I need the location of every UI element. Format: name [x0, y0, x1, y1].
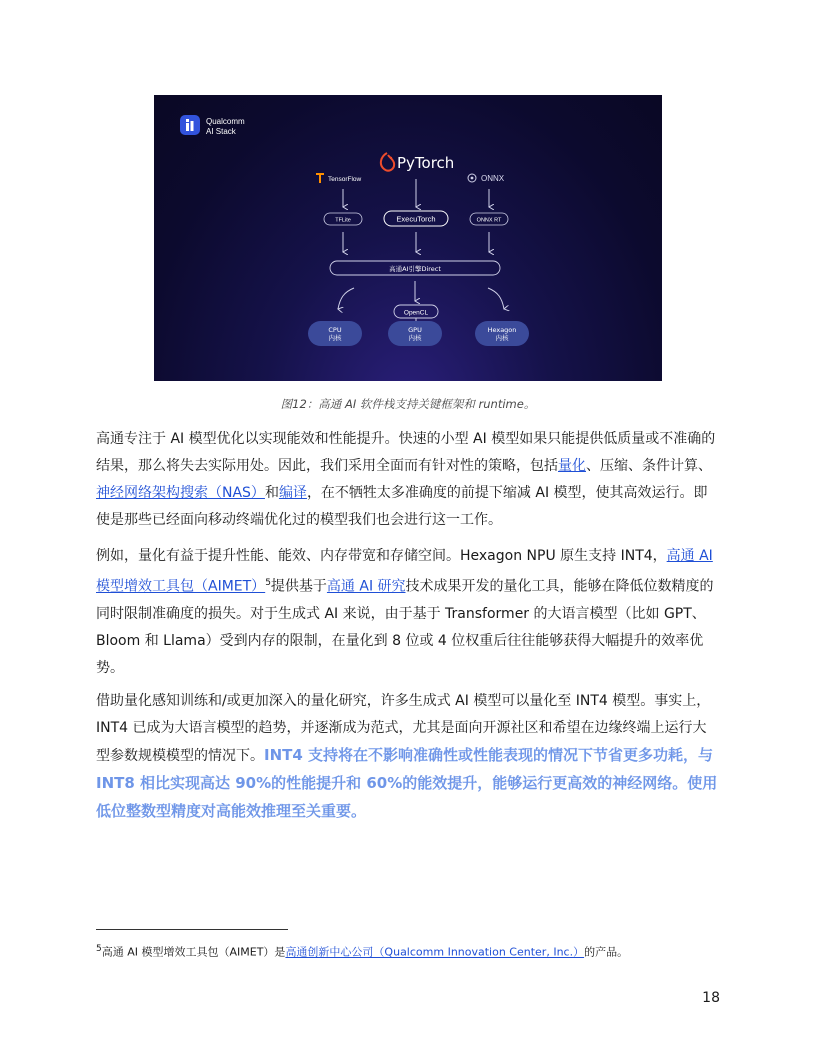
gpu-label: GPU — [408, 326, 422, 334]
footnote — [96, 941, 736, 961]
direct-label: 高通AI引擎Direct — [389, 265, 441, 273]
footnote-text-1: 高通 AI 模型增效工具包（AIMET）是 — [101, 945, 286, 959]
p1-text-2: 、压缩、条件计算、 — [586, 458, 712, 474]
footnote-text-2: 的产品。 — [584, 945, 629, 959]
p2-text-1: 例如，量化有益于提升性能、能效、内存带宽和存储空间。Hexagon NPU 原生支持 INT4， — [96, 548, 667, 564]
paragraph-2 — [96, 543, 720, 682]
page-number: 18 — [702, 990, 720, 1006]
onnxrt-label: ONNX RT — [476, 217, 502, 224]
paragraph-3 — [96, 688, 720, 826]
qualcomm-logo-icon — [180, 115, 200, 135]
p1-text-1: 高通专注于 AI 模型优化以实现能效和性能提升。快速的小型 AI 模型如果只能提供低质量或不准确的结果，那么将失去实际用处。因此，我们采用全面而有针对性的策略，包括 — [96, 431, 716, 474]
footnote-divider — [96, 929, 288, 930]
link-compilation[interactable]: 编译 — [278, 485, 307, 501]
p3-text-1: 借助量化感知训练和/或更加深入的量化研究，许多生成式 AI 模型可以量化至 INT4 模型。事实上，INT4 已成为大语言模型的趋势，并逐渐成为范式，尤其是面向开源社区和希望在边缘终端上运行大型参数规模模型的情况下。 — [96, 693, 711, 764]
link-aimet[interactable]: 高通 AI 模型增效工具包（AIMET） — [96, 548, 713, 595]
figure-caption: 图12：高通 AI 软件栈支持关键框架和 runtime。 — [280, 397, 536, 411]
link-nas[interactable]: 神经网络架构搜索（NAS） — [96, 485, 265, 501]
p1-text-4: ，在不牺牲太多准确度的前提下缩减 AI 模型，使其高效运行。即使是那些已经面向移动终端优化过的模型我们也会进行这一工作。 — [96, 485, 708, 528]
pytorch-flame-icon — [381, 153, 394, 171]
qualcomm-ai-stack-diagram — [154, 95, 662, 381]
p3-highlight: INT4 支持将在不影响准确性或性能表现的情况下节省更多功耗，与 INT8 相比实现高达 90%的性能提升和 60%的能效提升，能够运行更高效的神经网络。使用低位整数型精度对高能效推理至关重要。 — [96, 746, 718, 820]
link-quantization[interactable]: 量化 — [558, 458, 586, 474]
tflite-label: TFLite — [335, 217, 351, 224]
footnote-number: 5 — [96, 944, 102, 954]
onnx-icon — [468, 174, 476, 182]
gpu-sub-label: 内核 — [408, 334, 422, 342]
p2-text-3: 技术成果开发的量化工具，能够在降低位数精度的同时限制准确度的损失。对于生成式 AI 来说，由于基于 Transformer 的大语言模型（比如 GPT、Bloom 和 Llama）受到内存的限制，在量化到 8 位或 4 位权重后往往能够获得大幅提升的效率优势。 — [96, 578, 714, 676]
opencl-label: OpenCL — [403, 309, 429, 317]
brand-line1: Qualcomm — [206, 117, 245, 126]
tensorflow-label: TensorFlow — [328, 176, 362, 183]
brand-line2: AI Stack — [206, 127, 236, 136]
arrow-to-hexagon — [488, 288, 504, 309]
onnx-label: ONNX — [481, 174, 505, 183]
p2-text-2: 提供基于 — [270, 578, 327, 595]
hexagon-sub-label: 内核 — [495, 334, 509, 342]
hexagon-label: Hexagon — [487, 326, 517, 334]
paragraph-1 — [96, 426, 720, 534]
diagram-svg — [154, 95, 662, 381]
cpu-sub-label: 内核 — [328, 334, 342, 342]
link-qualcomm-ai-research[interactable]: 高通 AI 研究 — [326, 578, 406, 595]
arrow-to-cpu — [338, 288, 354, 309]
pytorch-label: PyTorch — [397, 154, 455, 172]
p1-text-3: 和 — [264, 485, 279, 501]
executorch-label: ExecuTorch — [396, 214, 436, 224]
tensorflow-icon — [316, 173, 324, 183]
footnote-ref: 5 — [265, 578, 271, 588]
cpu-label: CPU — [328, 326, 342, 334]
link-qualcomm-innovation-center[interactable]: 高通创新中心公司（Qualcomm Innovation Center, Inc.） — [285, 945, 585, 959]
